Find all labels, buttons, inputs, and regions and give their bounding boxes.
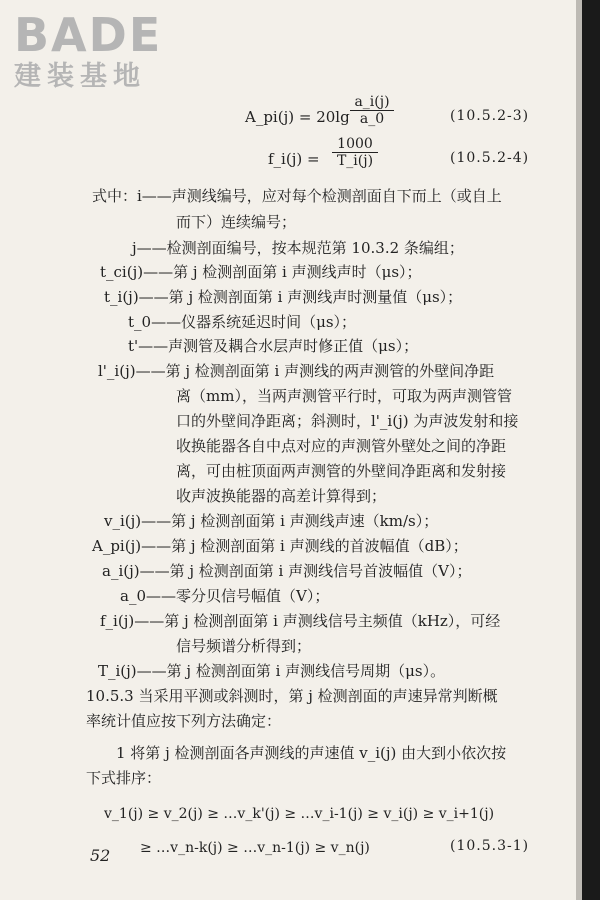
- equation-numerator-2: 1000: [332, 136, 378, 153]
- text-line: t_0——仪器系统延迟时间（μs）；: [128, 313, 357, 331]
- text-line: f_i(j)——第 j 检测剖面第 i 声测线信号主频值（kHz），可经: [100, 612, 501, 630]
- section-heading-line: 10.5.3 当采用平测或斜测时，第 j 检测剖面的声速异常判断概: [86, 687, 498, 705]
- text-line: 收声波换能器的高差计算得到；: [176, 487, 387, 505]
- equation-denominator-1: a_0: [359, 111, 385, 127]
- text-line: j——检测剖面编号，按本规范第 10.3.2 条编组；: [132, 239, 464, 257]
- equation-fraction-2: [332, 136, 378, 169]
- text-line: t_ci(j)——第 j 检测剖面第 i 声测线声时（μs）；: [100, 263, 422, 281]
- logo: [14, 8, 184, 94]
- text-line: v_i(j)——第 j 检测剖面第 i 声测线声速（km/s）；: [104, 512, 439, 530]
- logo-sub-text: 建装基地: [14, 61, 146, 92]
- equation-number-2: (10.5.2-4): [450, 150, 530, 166]
- text-line: 1 将第 j 检测剖面各声测线的声速值 v_i(j) 由大到小依次按: [116, 744, 507, 762]
- text-line: 下式排序：: [86, 769, 162, 787]
- equation-denominator-2: T_i(j): [336, 153, 374, 169]
- text-line: t_i(j)——第 j 检测剖面第 i 声测线声时测量值（μs）；: [104, 288, 463, 306]
- text-line: 收换能器各自中点对应的声测管外壁处之间的净距: [176, 437, 507, 455]
- formula-line-2: ≥ …v_n-k(j) ≥ …v_n-1(j) ≥ v_n(j): [140, 840, 370, 856]
- text-line: A_pi(j)——第 j 检测剖面第 i 声测线的首波幅值（dB）；: [92, 537, 468, 555]
- scan-edge-bar: [582, 0, 600, 900]
- text-line: 离（mm），当两声测管平行时，可取为两声测管管: [176, 387, 512, 405]
- text-line: a_i(j)——第 j 检测剖面第 i 声测线信号首波幅值（V）；: [102, 562, 472, 580]
- text-line: l'_i(j)——第 j 检测剖面第 i 声测线的两声测管的外壁间净距: [98, 362, 495, 380]
- text-line: 信号频谱分析得到；: [176, 637, 312, 655]
- text-line: 离，可由桩顶面两声测管的外壁间净距离和发射接: [176, 462, 507, 480]
- text-line: T_i(j)——第 j 检测剖面第 i 声测线信号周期（μs）。: [98, 662, 446, 680]
- equation-number-1: (10.5.2-3): [450, 108, 530, 124]
- equation-numerator-1: a_i(j): [350, 94, 394, 111]
- equation-number-3: (10.5.3-1): [450, 838, 530, 854]
- formula-line-1: v_1(j) ≥ v_2(j) ≥ …v_k'(j) ≥ …v_i-1(j) ≥ v_i(j) ≥ v_i+1(j): [104, 806, 495, 822]
- text-line: a_0——零分贝信号幅值（V）；: [120, 587, 330, 605]
- equation-lhs-1: A_pi(j) = 20lg: [245, 108, 350, 126]
- text-line: 率统计值应按下列方法确定：: [86, 712, 282, 730]
- text-line: 口的外壁间净距离；斜测时，l'_i(j) 为声波发射和接: [176, 412, 519, 430]
- text-line: t'——声测管及耦合水层声时修正值（μs）；: [128, 337, 419, 355]
- text-line: 式中：i——声测线编号，应对每个检测剖面自下而上（或自上: [92, 187, 502, 205]
- logo-main-text: BADE: [14, 8, 163, 62]
- equation-lhs-2: f_i(j) =: [268, 150, 320, 168]
- page-number: 52: [90, 846, 111, 865]
- equation-fraction-1: [350, 94, 394, 127]
- text-line: 而下）连续编号；: [176, 213, 297, 231]
